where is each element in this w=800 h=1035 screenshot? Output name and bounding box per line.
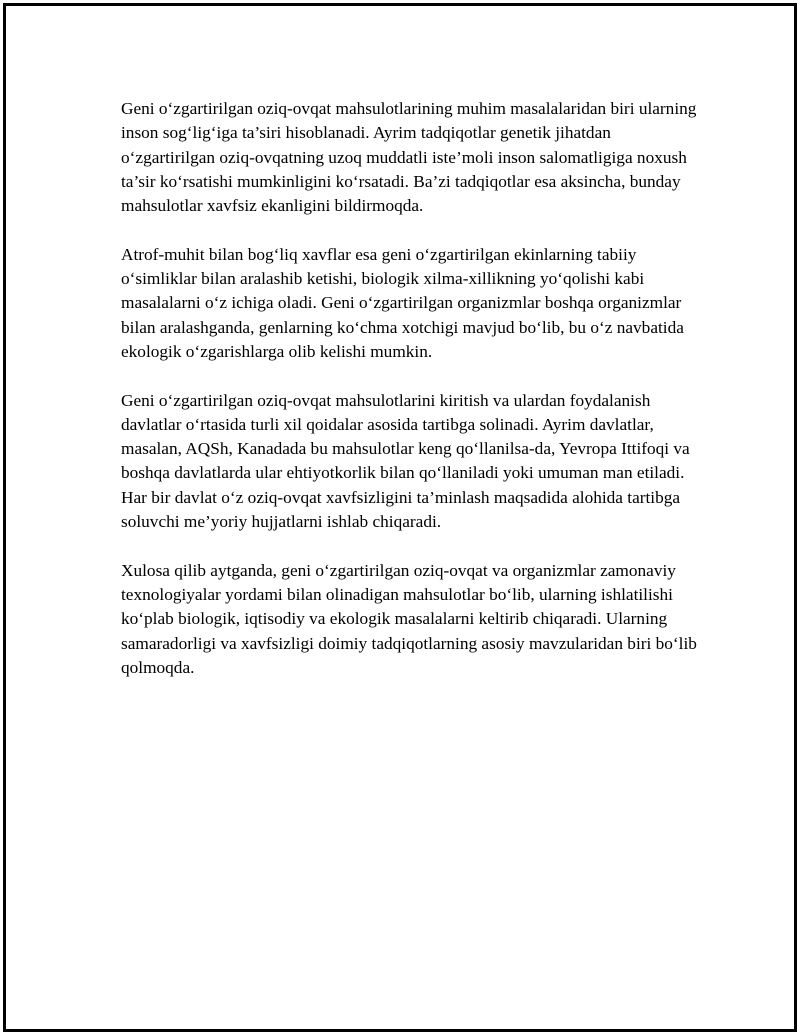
paragraph-3: Geni o‘zgartirilgan oziq-ovqat mahsulotlarini kiritish va ulardan foydalanish davlatlar o‘rtasida turli xil qoidalar asosida tartibga solinadi. Ayrim davlatlar, masalan, AQSh, Kanadada bu mahsulotlar keng qo‘llanilsa-da, Yevropa Ittifoqi va boshqa davlatlarda ular ehtiyotkorlik bilan qo‘llaniladi yoki umuman man etiladi. Har bir davlat o‘z oziq-ovqat xavfsizligini ta’minlash maqsadida alohida tartibga soluvchi me’yoriy hujjatlarni ishlab chiqaradi. bbox=[121, 390, 690, 532]
paragraph-4: Xulosa qilib aytganda, geni o‘zgartirilgan oziq-ovqat va organizmlar zamonaviy texnologiyalar yordami bilan olinadigan mahsulotlar bo‘lib, ularning ishlatilishi ko‘plab biologik, iqtisodiy va ekologik masalalarni keltirib chiqaradi. Ularning samaradorligi va xavfsizligi doimiy tadqiqotlarning asosiy mavzularidan biri bo‘lib qolmoqda. bbox=[121, 560, 697, 677]
page-frame bbox=[3, 3, 797, 1032]
paragraph-1: Geni o‘zgartirilgan oziq-ovqat mahsulotlarining muhim masalalaridan biri ularning inson sog‘lig‘iga ta’siri hisoblanadi. Ayrim tadqiqotlar genetik jihatdan o‘zgartirilgan oziq-ovqatning uzoq muddatli iste’moli inson salomatligiga noxush ta’sir ko‘rsatishi mumkinligini ko‘rsatadi. Ba’zi tadqiqotlar esa aksincha, bunday mahsulotlar xavfsiz ekanligini bildirmoqda. bbox=[121, 99, 697, 216]
document-body bbox=[121, 97, 701, 680]
paragraph-2: Atrof-muhit bilan bog‘liq xavflar esa geni o‘zgartirilgan ekinlarning tabiiy o‘simliklar bilan aralashib ketishi, biologik xilma-xillikning yo‘qolishi kabi masalalarni o‘z ichiga oladi. Geni o‘zgartirilgan organizmlar boshqa organizmlar bilan aralashganda, genlarning ko‘chma xotchigi mavjud bo‘lib, bu o‘z navbatida ekologik o‘zgarishlarga olib kelishi mumkin. bbox=[121, 244, 684, 361]
